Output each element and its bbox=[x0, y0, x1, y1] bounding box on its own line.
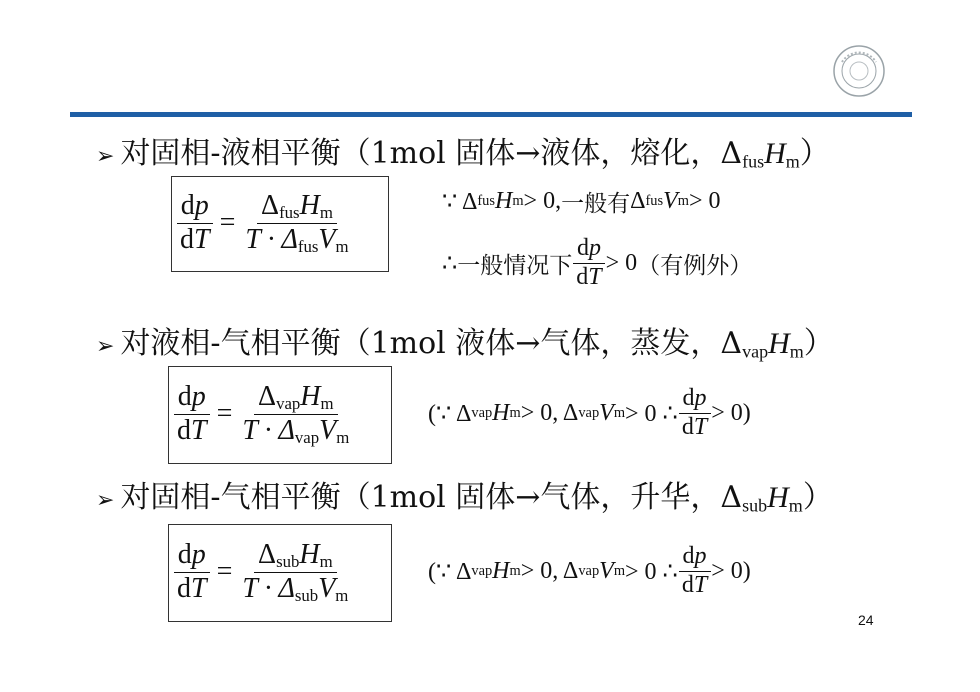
bullet-icon: ➢ bbox=[96, 144, 115, 169]
bullet-icon: ➢ bbox=[96, 334, 115, 359]
condition-vaporization: (∵ Δ vap H m > 0, Δ vap V m > 0 ∴ $\frac{dp}{dT}$ > 0) bbox=[428, 384, 751, 440]
condition-fusion-1: ∵ Δ fus H m > 0, 一般有 Δ fus V m > 0 bbox=[442, 187, 721, 217]
header-rule bbox=[70, 112, 912, 117]
clapeyron-formula-sublimation: $\frac{dp}{dT}$ = $\frac{\Delta_{sub}H_m}{T \cdot \Delta_{sub}V_m}$ bbox=[173, 526, 352, 618]
condition-fusion-2: ∴ 一般情况下 $\frac{dp}{dT}$ > 0 （有例外） bbox=[442, 234, 753, 290]
clapeyron-formula-vaporization: $\frac{dp}{dT}$ = $\frac{\Delta_{vap}H_m}{T \cdot \Delta_{vap}V_m}$ bbox=[173, 368, 353, 460]
section-heading-sublimation: ➢ 对固相-气相平衡（1mol 固体→气体，升华，$\Delta_{sub}H_m$） bbox=[96, 480, 833, 516]
section-heading-fusion: ➢ 对固相-液相平衡（1mol 固体→液体，熔化，$\Delta_{fus}H_m$） bbox=[96, 136, 830, 172]
university-seal-icon bbox=[832, 44, 886, 98]
bullet-icon: ➢ bbox=[96, 488, 115, 513]
condition-sublimation: (∵ Δ vap H m > 0, Δ vap V m > 0 ∴ $\frac{dp}{dT}$ > 0) bbox=[428, 542, 751, 598]
page-number: 24 bbox=[858, 612, 874, 628]
clapeyron-formula-fusion: $\frac{dp}{dT}$ = $\frac{\Delta_{fus}H_m}{T \cdot \Delta_{fus}V_m}$ bbox=[176, 178, 353, 268]
section-heading-vaporization: ➢ 对液相-气相平衡（1mol 液体→气体，蒸发，$\Delta_{vap}H_m$） bbox=[96, 326, 834, 362]
